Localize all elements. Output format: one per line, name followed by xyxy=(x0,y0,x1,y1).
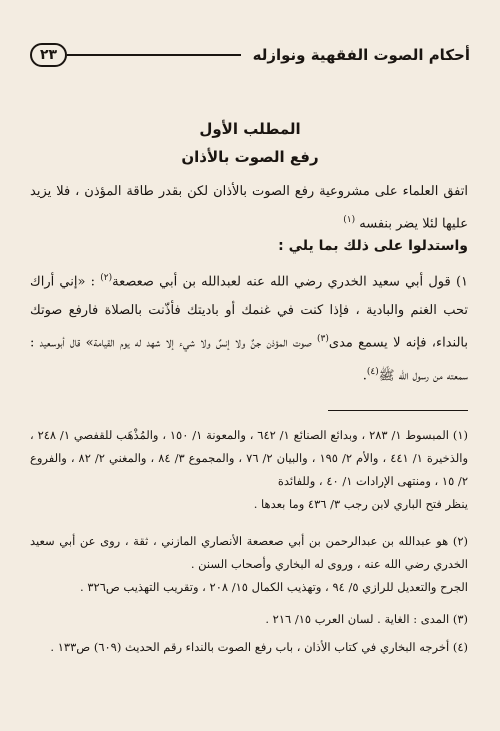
section-title: رفع الصوت بالأذان xyxy=(181,148,319,166)
hadith-end: . xyxy=(362,367,367,383)
hadith-text-c: صوت المؤذن جنٌ ولا إنسٌ ولا شيء إلا شهد له يوم القيامة» قال أبوسعيد : سمعته من رسول الله ﷺ xyxy=(30,335,468,383)
evidence-heading: واستدلوا على ذلك بما يلي : xyxy=(278,238,468,254)
section-heading: المطلب الأول xyxy=(199,120,301,138)
footnote-separator xyxy=(328,410,468,411)
header-line xyxy=(67,54,241,56)
footnote-1 xyxy=(30,424,468,516)
intro-text: اتفق العلماء على مشروعية رفع الصوت بالأذان لكن بقدر طاقة المؤذن ، فلا يزيد عليها لئلا يضر بنفسه xyxy=(30,184,468,232)
footnote-ref-4: (٤) xyxy=(366,366,379,377)
hadith-paragraph xyxy=(30,264,468,390)
footnote-ref-1: (١) xyxy=(343,215,356,225)
footnote-2-sources: الجرح والتعديل للرازي ٥/ ٩٤ ، وتهذيب الكمال ١٥/ ٢٠٨ ، وتقريب التهذيب ص٣٢٦ . xyxy=(80,580,468,594)
hadith-text-a: ١) قول أبي سعيد الخدري رضي الله عنه لعبدالله بن أبي صعصعة xyxy=(112,274,468,290)
footnote-2 xyxy=(30,530,468,599)
footnote-ref-2: (٢) xyxy=(100,273,113,283)
footnote-4: (٤) أخرجه البخاري في كتاب الأذان ، باب رفع الصوت بالنداء رقم الحديث (٦٠٩) ص١٣٣ . xyxy=(50,640,468,654)
header-rule xyxy=(30,43,241,67)
page-number: ٢٣ xyxy=(30,43,67,67)
footnote-ref-3: (٣) xyxy=(317,334,329,345)
running-title: أحكام الصوت الفقهية ونوازله xyxy=(252,46,470,64)
page-header xyxy=(30,40,470,70)
intro-paragraph xyxy=(30,177,468,238)
footnote-1-text: (١) المبسوط ١/ ٢٨٣ ، وبدائع الصنائع ١/ ٦٤٢ ، والمعونة ١/ ١٥٠ ، والمُذْهَب للقفصي ١/ ٢٤٨ ، والذخيرة ١/ ٤٤١ ، والأم ٢/ ١٩٥ ، والبيان ٢/ ٧٦ ، والمجموع ٣/ ٨٤ ، والمغني ٢/ ٨٢ ، والفروع ٢/ ١٥ ، ومنتهى الإرادات ١/ ٤٠ ، وللفائدة xyxy=(30,428,469,488)
footnote-1-cont: ينظر فتح الباري لابن رجب ٣/ ٤٣٦ وما بعدها . xyxy=(253,497,468,511)
footnote-2-text: (٢) هو عبدالله بن عبدالرحمن بن أبي صعصعة الأنصاري المازني ، ثقة ، روى عن أبي سعيد الخدري رضي الله عنه ، وروى له البخاري وأصحاب السنن . xyxy=(30,534,468,571)
footnote-3: (٣) المدى : الغاية . لسان العرب ١٥/ ٢١٦ . xyxy=(265,612,468,626)
hadith-text-b: : «إني أراك تحب الغنم والبادية ، فإذا كنت في غنمك أو باديتك فأذّنت بالصلاة فارفع صوتك بالنداء، فإنه لا يسمع مدى xyxy=(30,274,468,351)
